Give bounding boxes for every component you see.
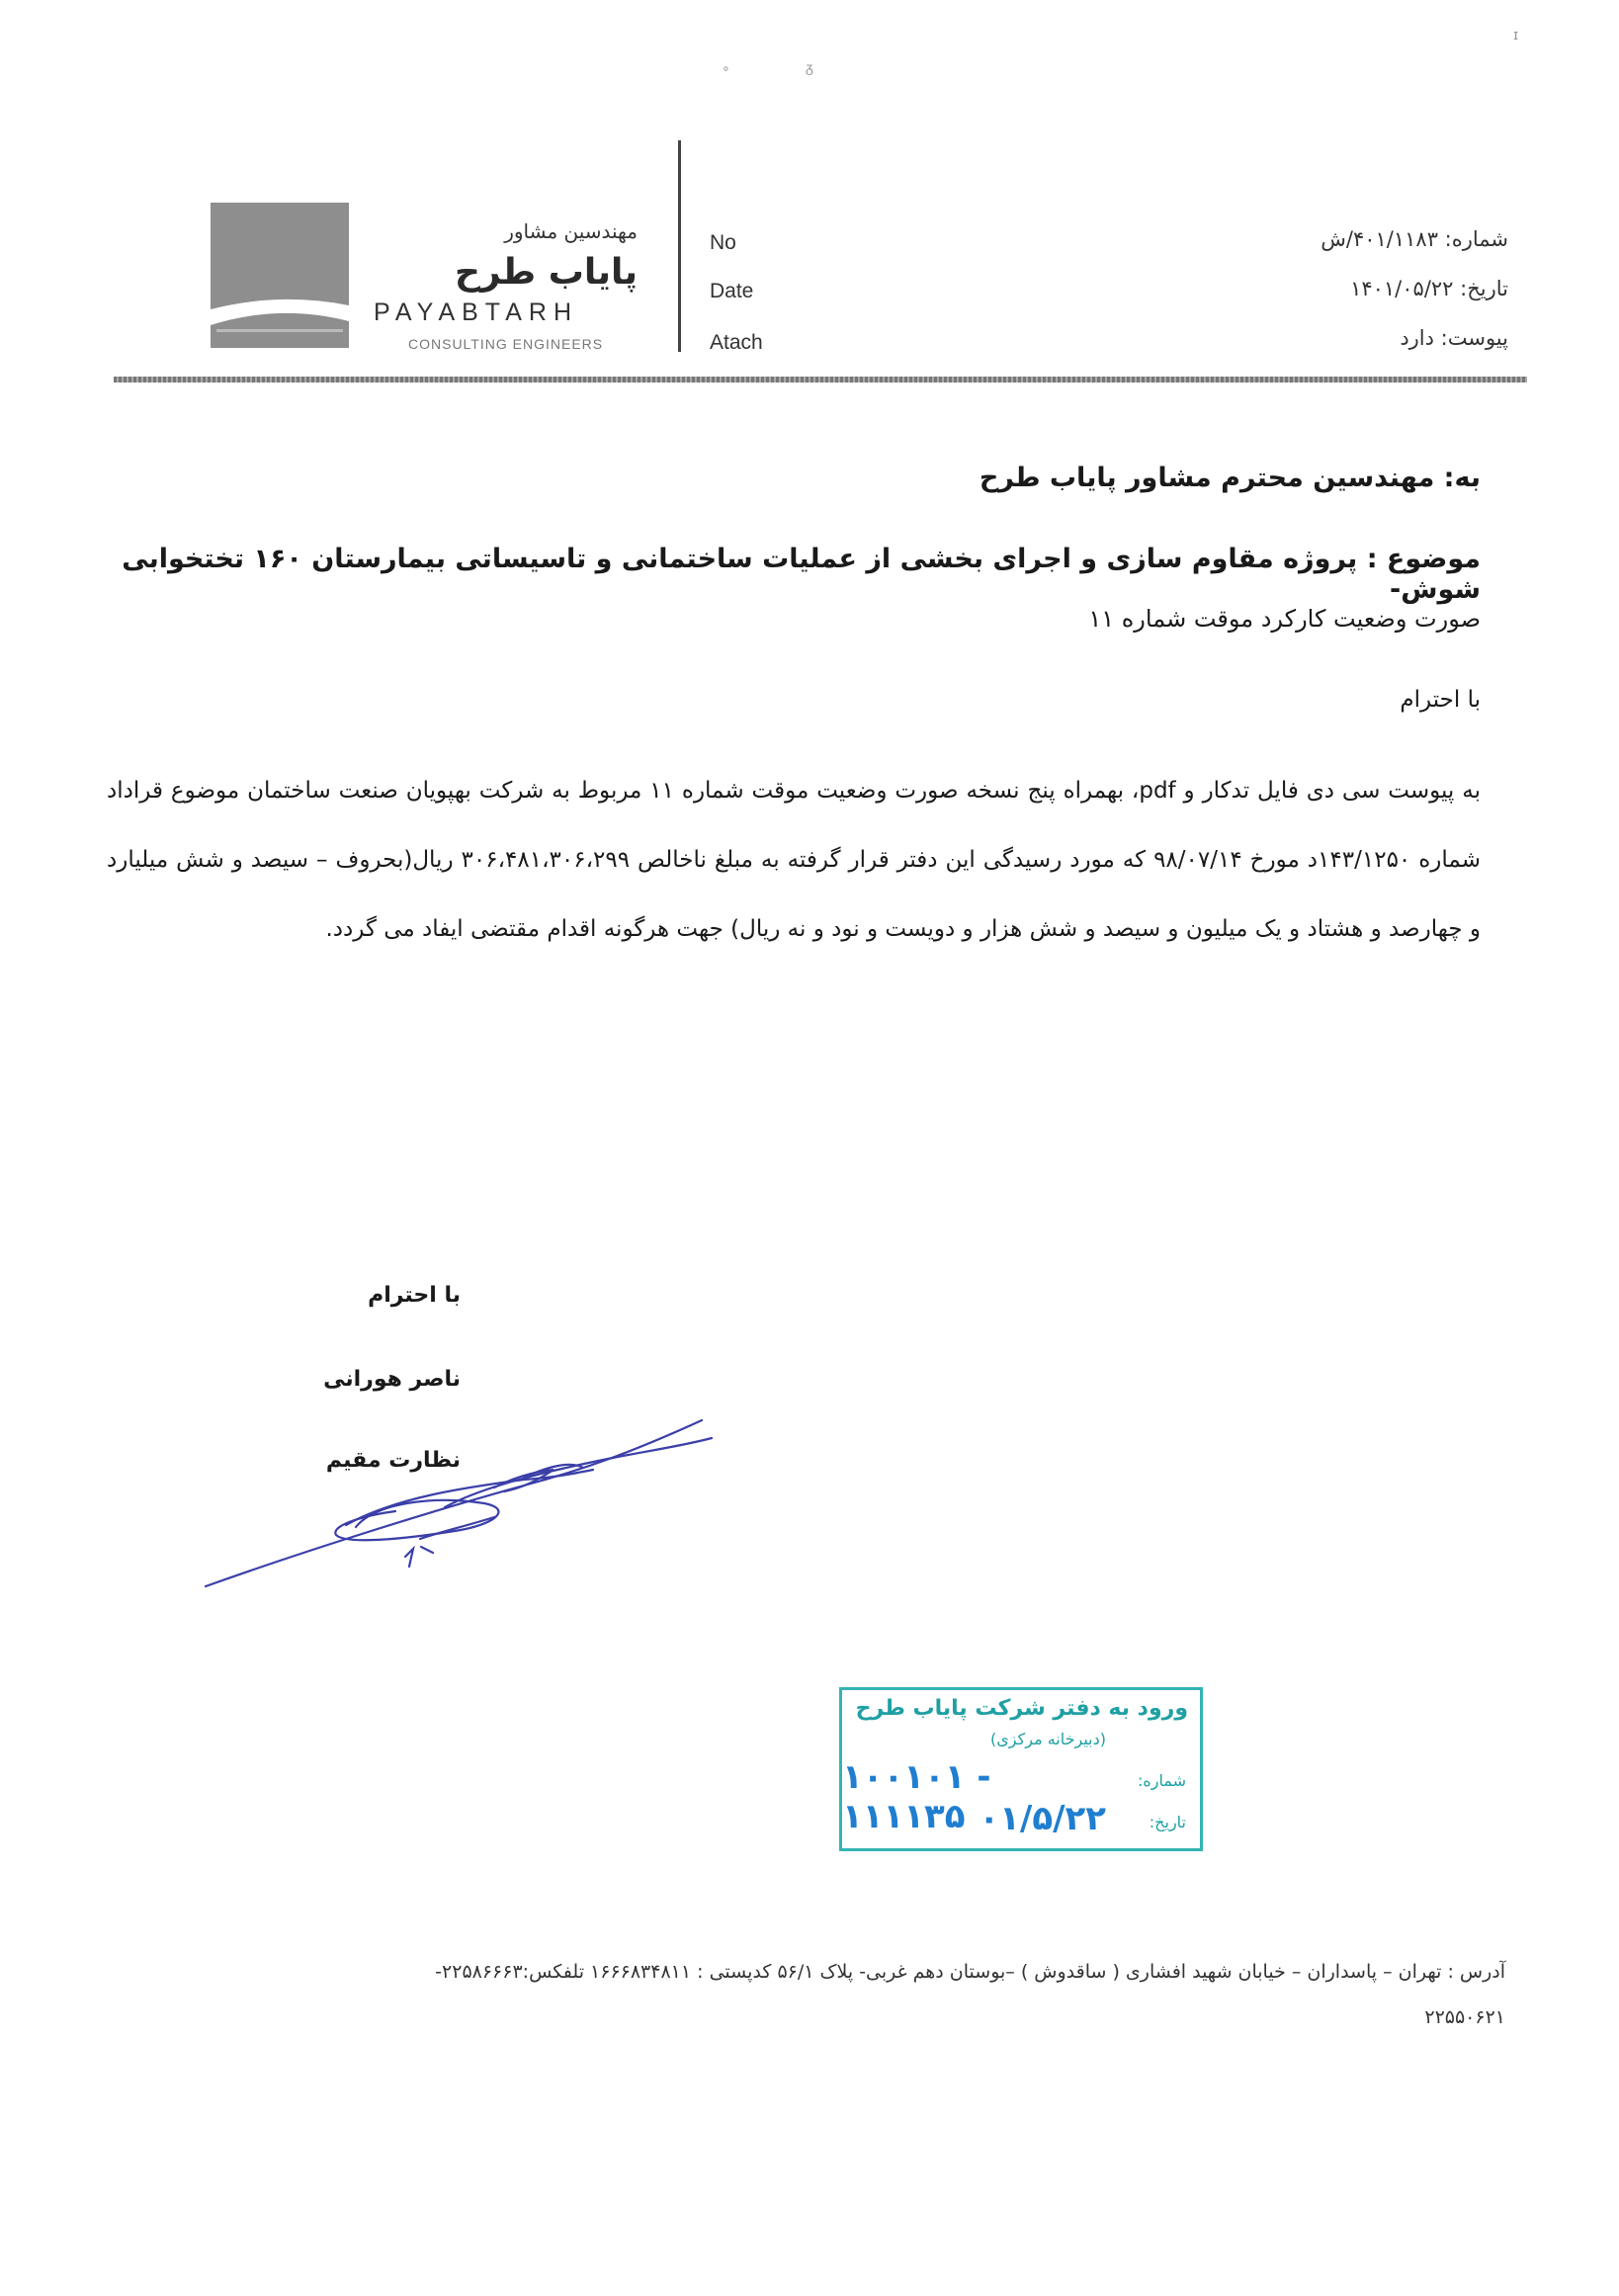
logo-persian-subtitle: مهندسین مشاور (504, 219, 638, 243)
label-attach: Atach (710, 331, 763, 354)
body-paragraph: به پیوست سی دی فایل تدکار و pdf، بهمراه پنج نسخه صورت وضعیت موقت شماره ۱۱ مربوط به شرکت بهپویان صنعت ساختمان موضوع قراداد شماره ۱۴۳/۱۲۵۰د مورخ ۹۸/۰۷/۱۴ که مورد رسیدگی این دفتر قرار گرفته به مبلغ ناخالص ۳۰۶،۴۸۱،۳۰۶،۲۹۹ ریال(بحروف – سیصد و شش میلیارد و چهارصد و هشتاد و یک میلیون و سیصد و شش هزار و دویست و نود و نه ریال) جهت هرگونه اقدام مقتضی ایفاد می گردد. (107, 778, 1481, 942)
stamp-date-value: ۰۱/۵/۲۲ (979, 1799, 1106, 1838)
greeting: با احترام (1400, 687, 1481, 713)
stamp-title: ورود به دفتر شرکت پایاب طرح (855, 1696, 1188, 1721)
subject-line-2: صورت وضعیت کارکرد موقت شماره ۱۱ (1088, 605, 1481, 633)
scan-mark: ∘ (722, 61, 730, 77)
footer-address: آدرس : تهران – پاسداران – خیابان شهید افشاری ( ساقدوش ) –بوستان دهم غربی- پلاک ۵۶/۱ کدپستی : ۱۶۶۶۸۳۴۸۱۱ تلفکس:۲۲۵۸۶۶۶۳- (435, 1961, 1505, 1983)
header-rule (114, 377, 1527, 383)
stamp-number-label: شماره: (1137, 1771, 1186, 1790)
header-divider (678, 140, 681, 352)
label-date: Date (710, 280, 754, 302)
scan-mark: ᵹ (806, 60, 813, 76)
logo-mark-icon (211, 203, 349, 348)
handwritten-signature (198, 1408, 722, 1606)
stamp-subtitle: (دبیرخانه مرکزی) (990, 1730, 1106, 1748)
scan-mark: ɪ (1513, 28, 1519, 43)
stamp-number-value: ۱۰۰۱۰۱ - ۱۱۱۱۳۵ (842, 1757, 991, 1836)
receipt-stamp (839, 1687, 1203, 1851)
letter-attachment: پیوست: دارد (1400, 326, 1508, 350)
signer-name: ناصر هورانی (323, 1367, 461, 1392)
footer-fax: ۲۲۵۵۰۶۲۱ (1424, 2006, 1505, 2028)
logo-english-subtitle: CONSULTING ENGINEERS (408, 336, 604, 352)
signer-title: نظارت مقیم (325, 1448, 461, 1473)
label-no: No (710, 231, 736, 254)
letter-number: شماره: ۴۰۱/۱۱۸۳/ش (1321, 227, 1508, 251)
signature-closing: با احترام (368, 1283, 461, 1308)
logo-english-name: PAYABTARH (374, 298, 579, 326)
stamp-date-label: تاریخ: (1149, 1813, 1186, 1831)
letter-date: تاریخ: ۱۴۰۱/۰۵/۲۲ (1350, 277, 1508, 300)
recipient: به: مهندسین محترم مشاور پایاب طرح (979, 463, 1481, 493)
subject-line-1: موضوع : پروژه مقاوم سازی و اجرای بخشی از عملیات ساختمانی و تاسیساتی بیمارستان ۱۶۰ تختخوابی شوش- (122, 544, 1481, 605)
logo-persian-name: پایاب طرح (454, 252, 638, 293)
